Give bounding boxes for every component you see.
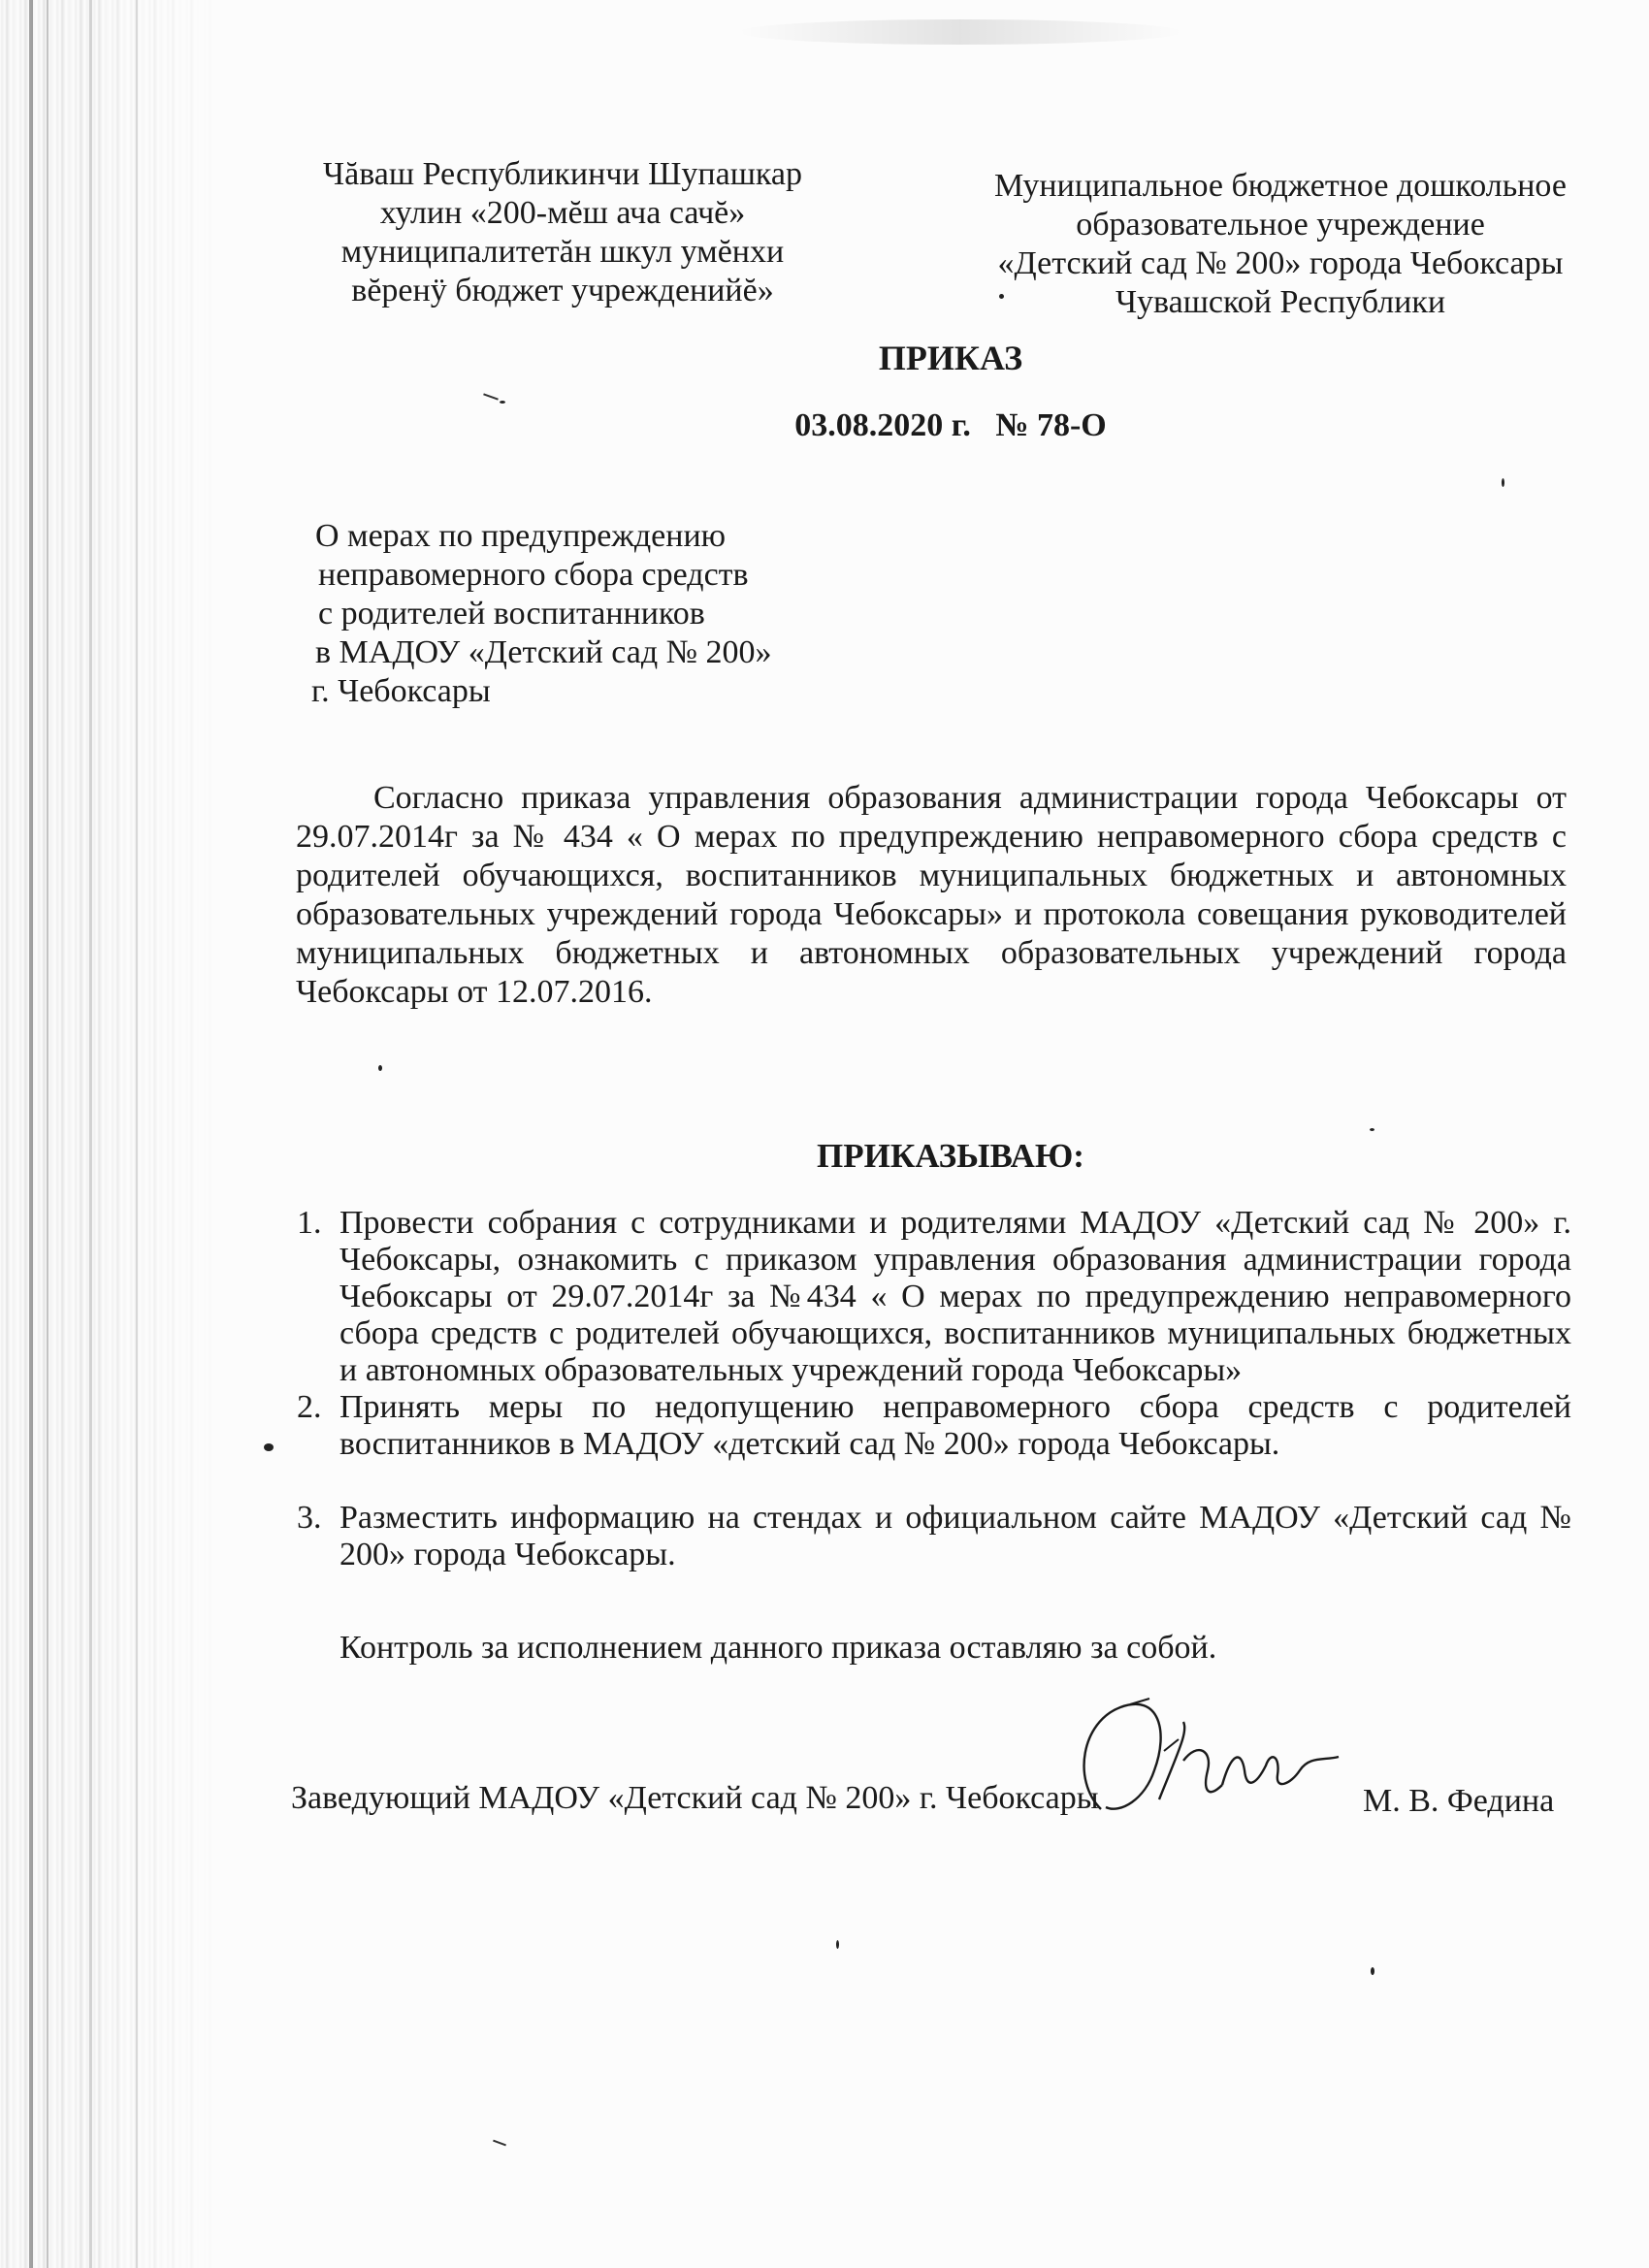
order-items-list <box>291 1205 1571 1573</box>
header-line: вĕренÿ бюджет учрежденийĕ» <box>351 273 774 308</box>
item-number: 2. <box>297 1389 322 1425</box>
header-line: образовательное учреждение <box>1076 207 1485 243</box>
scan-speck <box>500 401 505 404</box>
directive-heading: ПРИКАЗЫВАЮ: <box>817 1137 1084 1175</box>
subject-line: О мерах по предупреждению <box>315 518 727 554</box>
scan-speck <box>1371 1967 1374 1975</box>
subject-line: неправомерного сбора средств <box>318 557 749 593</box>
list-item <box>291 1389 1571 1463</box>
scan-smudge <box>737 19 1183 45</box>
subject-line: с родителей воспитанников <box>318 596 705 632</box>
list-item <box>291 1500 1571 1573</box>
document-title: ПРИКАЗ <box>878 339 1023 377</box>
scan-speck <box>493 2140 506 2147</box>
scan-speck <box>1502 478 1504 487</box>
item-number: 1. <box>297 1205 322 1241</box>
signatory-name: М. В. Федина <box>1363 1783 1555 1819</box>
header-line: Чувашской Республики <box>1115 284 1446 320</box>
subject-line: в МАДОУ «Детский сад № 200» <box>315 634 772 670</box>
order-date-number: 03.08.2020 г. № 78-О <box>794 407 1107 443</box>
header-line: хулин «200-мĕш ача сачĕ» <box>379 195 746 231</box>
item-number: 3. <box>297 1500 322 1536</box>
control-statement: Контроль за исполнением данного приказа оставляю за собой. <box>340 1630 1217 1666</box>
scan-speck <box>264 1443 274 1451</box>
header-russian <box>980 167 1581 322</box>
header-line: Муниципальное бюджетное дошкольное <box>994 168 1567 204</box>
header-line: Чăваш Республикинчи Шупашкар <box>323 156 802 192</box>
header-chuvash <box>291 155 834 310</box>
handwritten-signature <box>1062 1693 1353 1829</box>
item-text: Провести собрания с сотрудниками и родителями МАДОУ «Детский сад № 200» г. Чебоксары, ознакомить с приказом управления образования администрации города Чебоксары от 29.07.2014г за №434 « О мерах по предупреждению неправомерного сбора средств с родителей обучающихся, воспитанников муниципальных бюджетных и автономных образовательных учреждений города Чебоксары» <box>340 1205 1571 1388</box>
scan-speck <box>483 393 499 400</box>
item-text: Разместить информацию на стендах и официальном сайте МАДОУ «Детский сад № 200» города Чебоксары. <box>340 1500 1571 1572</box>
header-line: «Детский сад № 200» города Чебоксары <box>997 245 1564 281</box>
scan-speck <box>836 1940 839 1949</box>
header-line: муниципалитетăн шкул умĕнхи <box>340 234 785 270</box>
signatory-position: Заведующий МАДОУ «Детский сад № 200» г. Чебоксары <box>291 1780 1099 1816</box>
preamble-paragraph: Согласно приказа управления образования администрации города Чебоксары от 29.07.2014г за № 434 « О мерах по предупреждению неправомерного сбора средств с родителей обучающихся, воспитанников муниципальных бюджетных и автономных образовательных учреждений города Чебоксары» и протокола совещания руководителей муниципальных бюджетных и автономных образовательных учреждений города Чебоксары от 12.07.2016. <box>296 780 1567 1010</box>
list-item <box>291 1205 1571 1389</box>
scan-speck <box>378 1065 382 1071</box>
subject-line: г. Чебоксары <box>311 673 491 709</box>
scan-speck <box>1370 1128 1374 1131</box>
scan-speck <box>999 294 1004 299</box>
item-text: Принять меры по недопущению неправомерного сбора средств с родителей воспитанников в МАДОУ «детский сад № 200» города Чебоксары. <box>340 1389 1571 1462</box>
order-subject <box>311 517 820 711</box>
